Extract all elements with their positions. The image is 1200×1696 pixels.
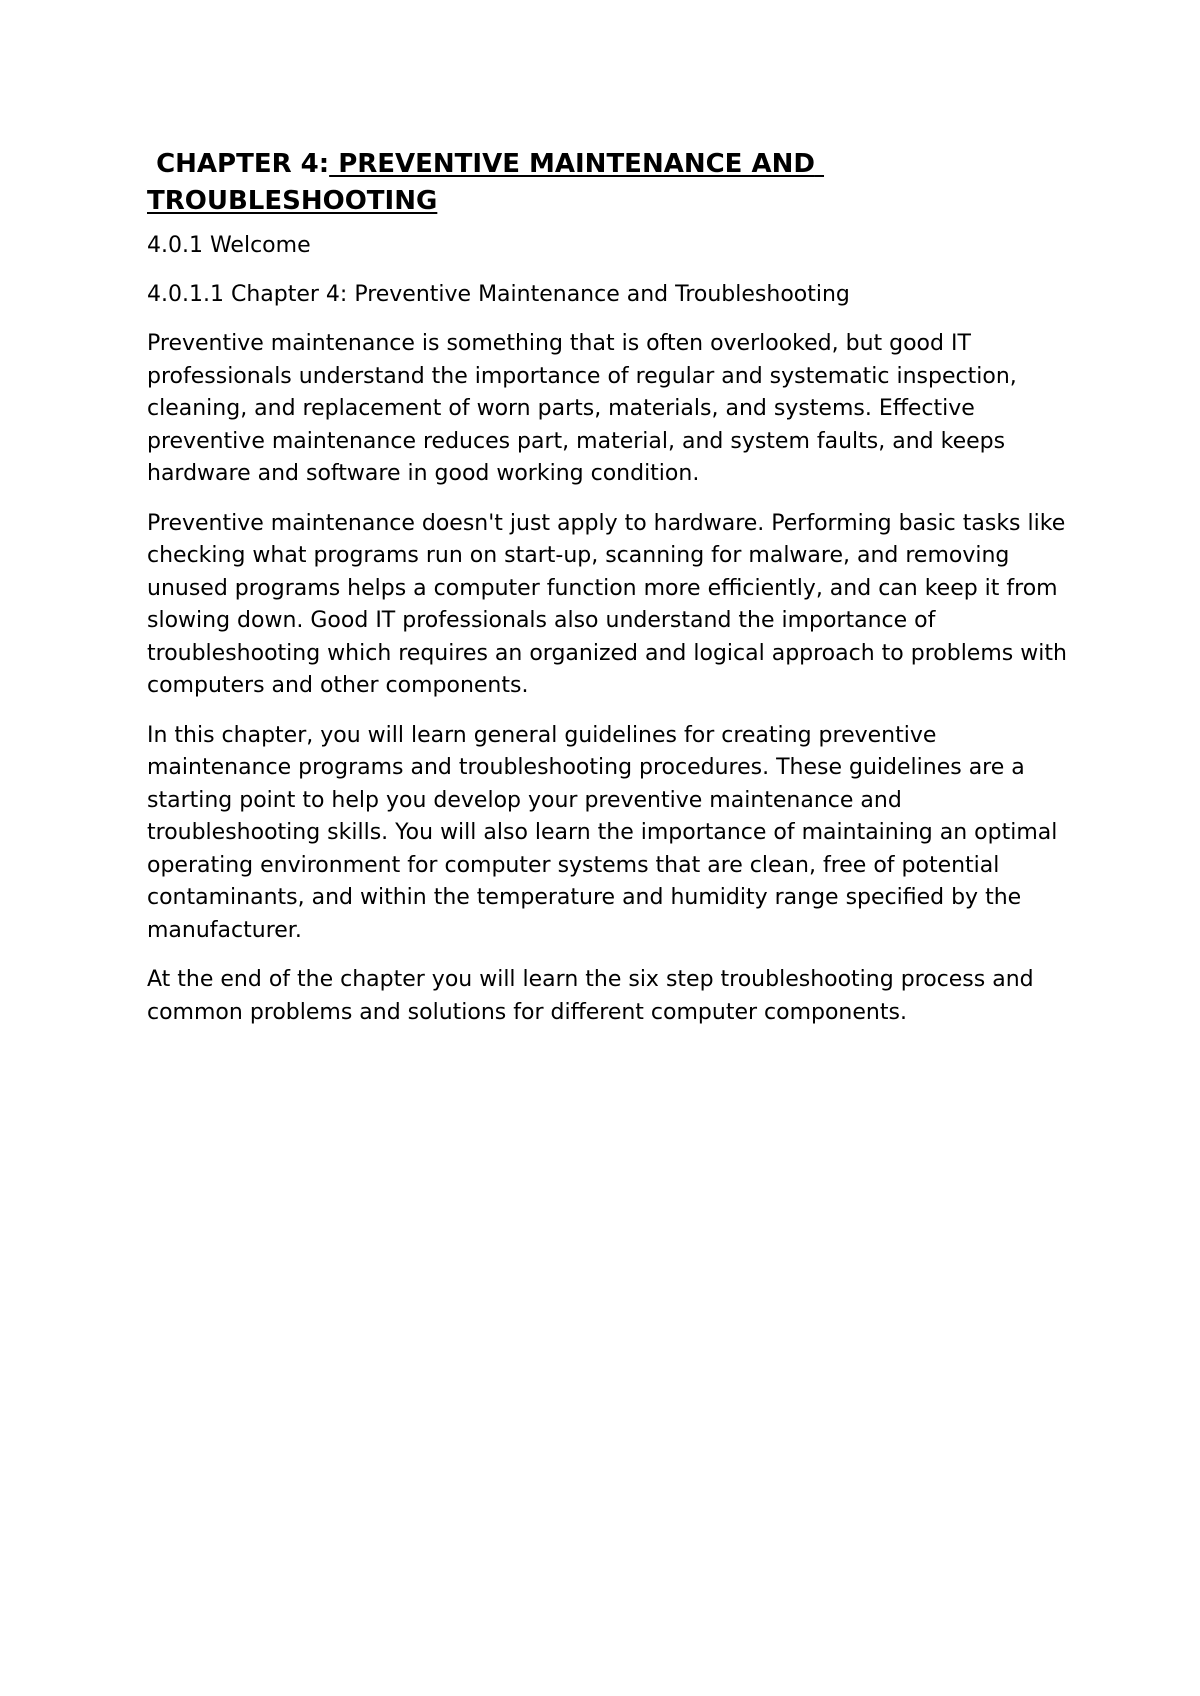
chapter-title — [147, 146, 1077, 220]
subsection-heading: 4.0.1.1 Chapter 4: Preventive Maintenance and Troubleshooting — [147, 282, 850, 307]
paragraph-2: Preventive maintenance doesn't just apply to hardware. Performing basic tasks like checking what programs run on start-up, scanning for malware, and removing unused programs helps a computer function more efficiently, and can keep it from slowing down. Good IT professionals also understand the importance of troubleshooting which requires an organized and logical approach to problems with computers and other components. — [147, 510, 1067, 698]
document-body — [147, 146, 1077, 1046]
paragraph-3: In this chapter, you will learn general guidelines for creating preventive maintenance programs and troubleshooting procedures. These guidelines are a starting point to help you develop your preventive maintenance and troubleshooting skills. You will also learn the importance of maintaining an optimal operating environment for computer systems that are clean, free of potential contaminants, and within the temperature and humidity range specified by the manufacturer. — [147, 722, 1058, 943]
section-heading: 4.0.1 Welcome — [147, 233, 311, 258]
paragraph-1: Preventive maintenance is something that is often overlooked, but good IT professionals understand the importance of regular and systematic inspection, cleaning, and replacement of worn parts, materials, and systems. Effective preventive maintenance reduces part, material, and system faults, and keeps hardware and software in good working condition. — [147, 331, 1017, 486]
chapter-title-prefix: CHAPTER 4: — [147, 149, 330, 179]
paragraph-4: At the end of the chapter you will learn the six step troubleshooting process and common problems and solutions for different computer components. — [147, 967, 1034, 1025]
chapter-title-underlined: PREVENTIVE MAINTENANCE AND TROUBLESHOOTING — [147, 149, 825, 216]
